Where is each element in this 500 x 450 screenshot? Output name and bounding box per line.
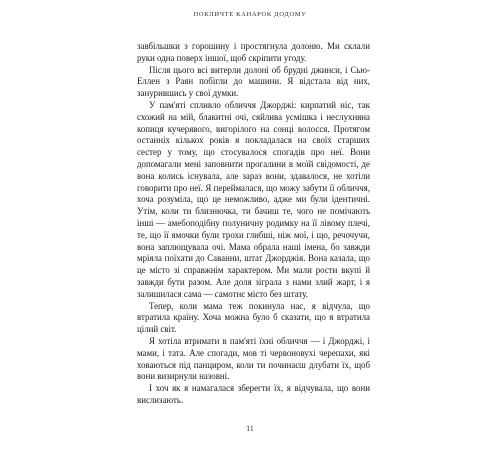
paragraph: У пам'яті спливло обличчя Джорджі: кирпатий ніс, так схожий на мій, блакитні очі, сяйлива усмішка і неслухняна копиця кучерявого, вигорілого на сонці волосся. Протягом останніх кількох років я покладалася на своїх старших сестер у тому, що стосувалося спогадів про неї. Вони допомагали мені заповнити прогалини в моїй свідомості, де вона колись існувала, але зараз вони, здавалося, не хотіли говорити про неї. Я переймалася, що можу забути її обличчя, хоча розуміла, що це неможливо, адже ми були ідентичні. Утім, коли ти близнючка, ти бачиш те, чого не помічають інші — амебоподібну полуничну родимку на її лівому плечі, те, що її ямочки були трохи глибші, ніж мої, і що, речочучи, вона заплющувала очі. Мама обрала наші імена, бо завжди мріяла поїхати до Саванни, штат Джорджія. Вона казала, що це місто зі справжнім характером. Ми мали рости вкупі й завжди бути разом. Але доля зіграла з нами злий жарт, і я залишилася сама — самотнє місто без штату. — [137, 99, 370, 299]
paragraph: завбільшки з горошину і простягнула долоню. Ми склали руки одна поверх іншої, щоб скріпити угоду. — [137, 41, 370, 63]
paragraph: Я хотіла втримати в пам'яті їхні обличчя — і Джорджі, і мами, і тата. Але спогади, мов ті червоновухі черепахи, які ховаються під панциром, коли ти починаєш длубати їх, щоб вони визирнули назовні. — [137, 335, 370, 382]
body-text — [137, 41, 370, 407]
page-number: 11 — [246, 424, 254, 433]
paragraph: Після цього всі витерли долоні об брудні джинси, і Сью-Еллен з Раян побігли до машини. Я відстала від них, занурившись у свої думки. — [137, 64, 370, 99]
paragraph: Тепер, коли мама теж покинула нас, я відчула, що втратила країну. Хоча можна було б сказати, що я втратила цілий світ. — [137, 300, 370, 335]
paragraph: І хоч як я намагалася зберегти їх, я відчувала, що вони вислизають. — [137, 383, 370, 405]
running-head: ПОКЛИЧТЕ КАНАРОК ДОДОМУ — [193, 11, 307, 18]
